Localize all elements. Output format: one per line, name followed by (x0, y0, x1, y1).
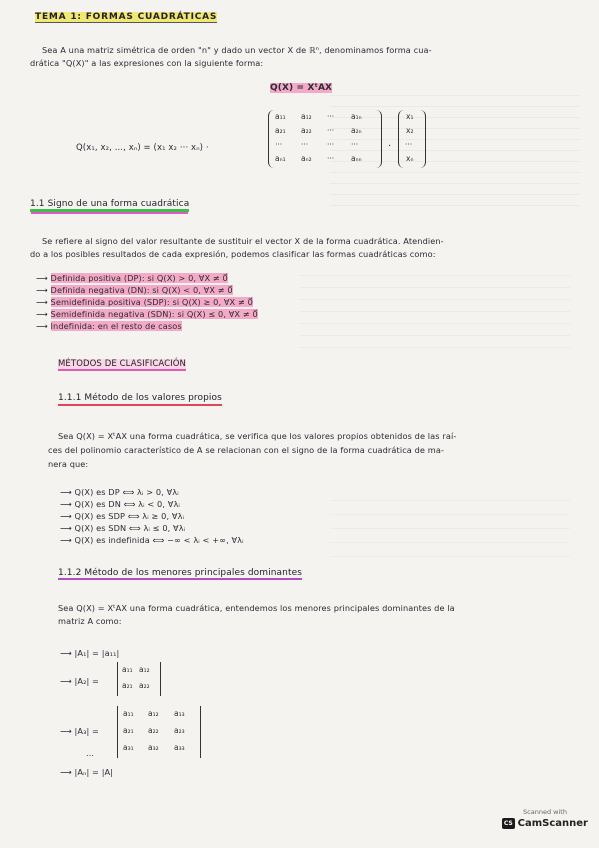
minor-1: ⟶ |A₁| = |a₁₁| (60, 648, 120, 658)
arrow-icon: ⟶ (36, 285, 48, 295)
arrow-icon: ⟶ (36, 321, 48, 331)
s112-line-1: Sea Q(X) = XᵗAX una forma cuadrática, entendemos los menores principales dominantes de la (58, 603, 455, 613)
arrow-icon: ⟶ (36, 273, 48, 283)
coefficient-matrix: a₁₁ a₁₂ ··· a₁ₙ a₂₁ a₂₂ ··· a₂ₙ ··· ··· ··· ··· aₙ₁ aₙ₂ ··· aₙₙ (268, 110, 382, 168)
formula-highlight: Q(X) = XᵗAX (270, 83, 333, 93)
s111-line-3: nera que: (48, 459, 89, 469)
minor-2-determinant: a₁₁ a₁₂ a₂₁ a₂₂ (117, 662, 161, 696)
arrow-icon: ⟶ (36, 297, 48, 307)
section-heading-1-1-2: 1.1.2 Método de los menores principales dominantes (58, 568, 302, 578)
minor-2-label: ⟶ |A₂| = (60, 676, 100, 686)
intro-line-2: drática "Q(X)" a las expresiones con la siguiente forma: (30, 58, 264, 68)
dot-operator: · (388, 141, 392, 152)
classification-item: ⟶ Definida positiva (DP): si Q(X) > 0, ∀X ≠ 0⃗ (36, 273, 228, 283)
expansion-lhs: Q(x₁, x₂, ..., xₙ) = (x₁ x₂ ··· xₙ) · (76, 143, 209, 153)
page-title: TEMA 1: FORMAS CUADRÁTICAS (35, 12, 218, 22)
scanned-with-label: Scanned with (523, 808, 567, 816)
arrow-icon: ⟶ (60, 767, 72, 777)
eigenvalue-item: ⟶ Q(X) es SDN ⟺ λᵢ ≤ 0, ∀λᵢ (60, 523, 186, 533)
minor-3-label: ⟶ |A₃| = (60, 726, 100, 736)
classification-item: ⟶ Indefinida: en el resto de casos (36, 321, 182, 331)
eigenvalue-item: ⟶ Q(X) es DP ⟺ λᵢ > 0, ∀λᵢ (60, 487, 179, 497)
arrow-icon: ⟶ (60, 648, 72, 658)
s11-line-1: Se refiere al signo del valor resultante de sustituir el vector X de la forma cuadrática. Atendien- (42, 236, 444, 246)
minor-ellipsis: ... (86, 748, 95, 758)
eigenvalue-item: ⟶ Q(X) es DN ⟺ λᵢ < 0, ∀λᵢ (60, 499, 180, 509)
intro-line-1: Sea A una matriz simétrica de orden "n" y dado un vector X de ℝⁿ, denominamos forma cua- (42, 45, 432, 55)
arrow-icon: ⟶ (60, 726, 72, 736)
variable-vector: x₁ x₂ ··· xₙ (398, 110, 426, 168)
arrow-icon: ⟶ (36, 309, 48, 319)
camscanner-brand: CamScanner (517, 818, 588, 829)
classification-item: ⟶ Definida negativa (DN): si Q(X) < 0, ∀X ≠ 0⃗ (36, 285, 233, 295)
eigenvalue-item: ⟶ Q(X) es SDP ⟺ λᵢ ≥ 0, ∀λᵢ (60, 511, 185, 521)
arrow-icon: ⟶ (60, 499, 72, 509)
minor-3-determinant: a₁₁ a₁₂ a₁₃ a₂₁ a₂₂ a₂₃ a₃₁ a₃₂ a₃₃ (117, 706, 201, 758)
s111-line-2: ces del polinomio característico de A se relacionan con el signo de la forma cuadrática de ma- (48, 445, 445, 455)
methods-heading: MÉTODOS DE CLASIFICACIÓN (58, 359, 187, 369)
eigenvalue-item: ⟶ Q(X) es indefinida ⟺ −∞ < λᵢ < +∞, ∀λᵢ (60, 535, 244, 545)
arrow-icon: ⟶ (60, 535, 72, 545)
classification-item: ⟶ Semidefinida positiva (SDP): si Q(X) ≥ 0, ∀X ≠ 0⃗ (36, 297, 253, 307)
s11-line-2: do a los posibles resultados de cada expresión, podemos clasificar las formas cuadráticas como: (30, 249, 436, 259)
minor-n: ⟶ |Aₙ| = |A| (60, 767, 114, 777)
s112-line-2: matriz A como: (58, 616, 122, 626)
bleed-through (330, 500, 570, 560)
s111-line-1: Sea Q(X) = XᵗAX una forma cuadrática, se verifica que los valores propios obtenidos de las raí- (58, 431, 457, 441)
arrow-icon: ⟶ (60, 523, 72, 533)
arrow-icon: ⟶ (60, 511, 72, 521)
classification-item: ⟶ Semidefinida negativa (SDN): si Q(X) ≤ 0, ∀X ≠ 0⃗ (36, 309, 258, 319)
section-heading-1-1-1: 1.1.1 Método de los valores propios (58, 393, 222, 404)
camscanner-logo-icon: CS (503, 820, 513, 827)
bleed-through (300, 275, 570, 355)
arrow-icon: ⟶ (60, 676, 72, 686)
camscanner-watermark (502, 808, 588, 838)
section-heading-1-1: 1.1 Signo de una forma cuadrática (30, 199, 189, 210)
arrow-icon: ⟶ (60, 487, 72, 497)
